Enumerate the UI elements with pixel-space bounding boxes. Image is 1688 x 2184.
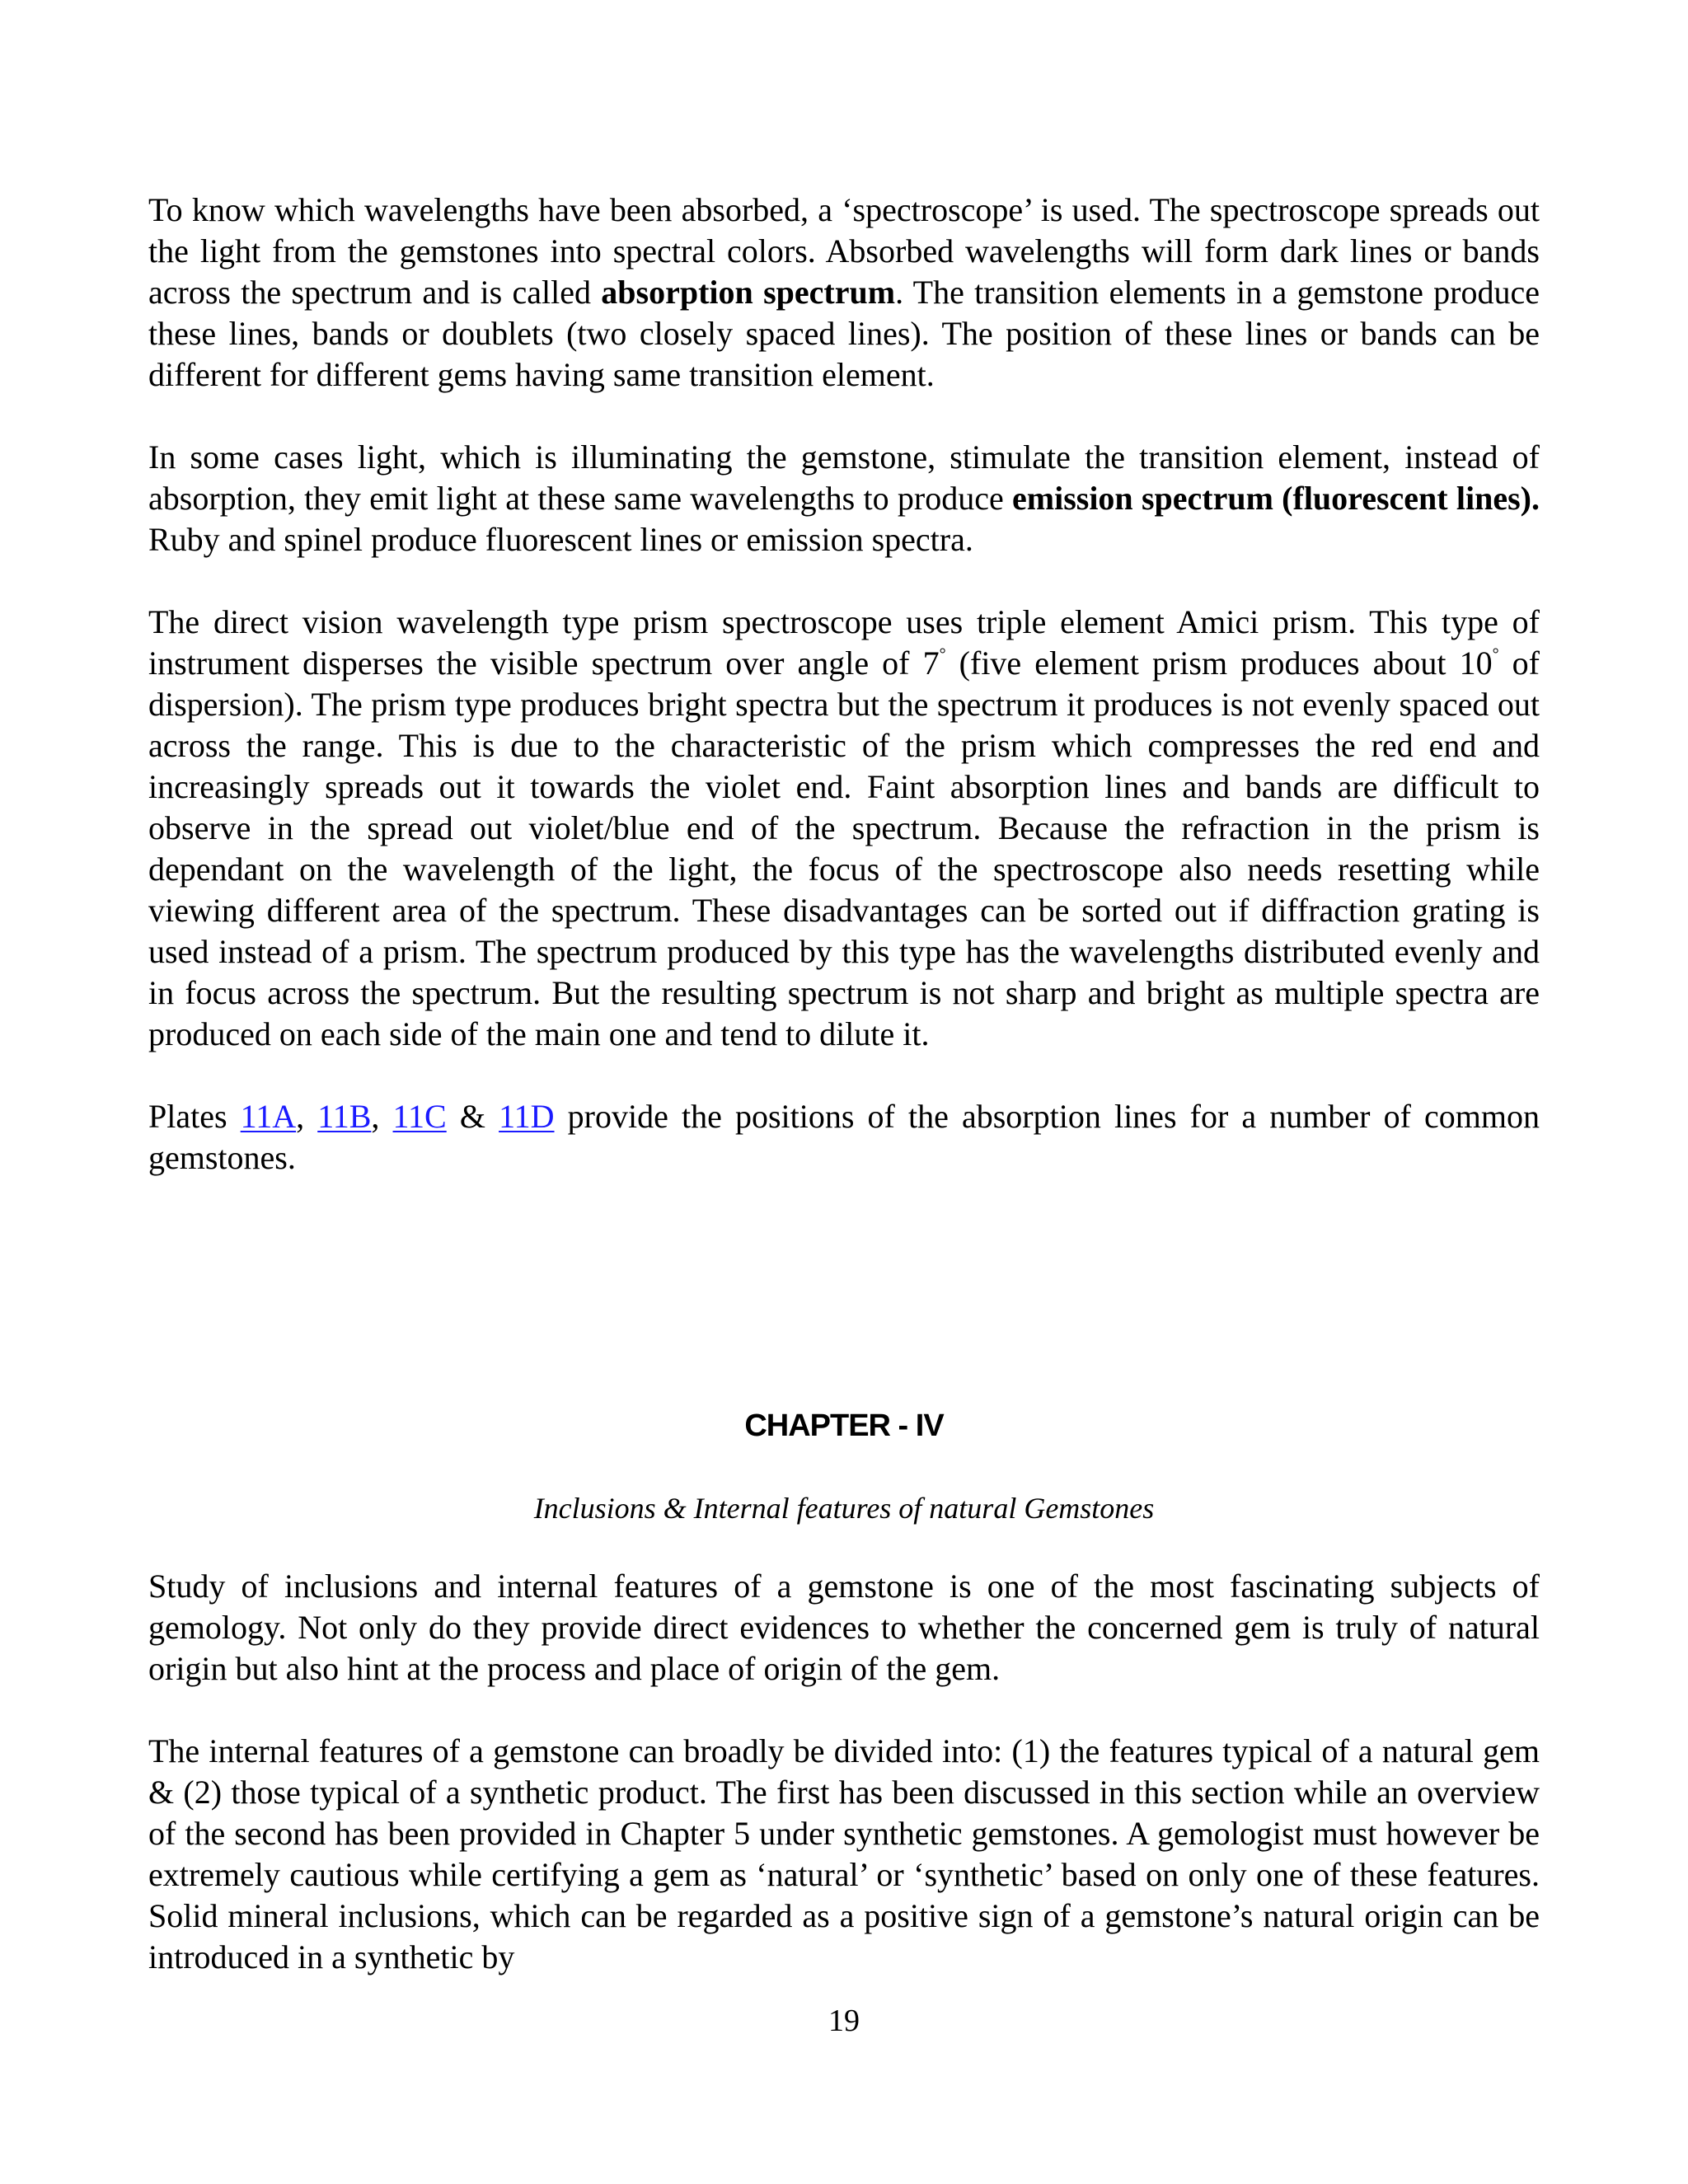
paragraph-internal-features: The internal features of a gemstone can broadly be divided into: (1) the features typical of a natural gem & (2) those typical of a synthetic product. The first has been discussed in this section while an overview of the second has been provided in Chapter 5 under synthetic gemstones. A gemologist must however be extremely cautious while certifying a gem as ‘natural’ or ‘synthetic’ based on only one of these features. Solid mineral inclusions, which can be regarded as a positive sign of a gemstone’s natural origin can be introduced in a synthetic by bbox=[148, 1732, 1540, 1975]
separator: , bbox=[371, 1098, 393, 1135]
chapter-subtitle: Inclusions & Internal features of natural Gemstones bbox=[533, 1492, 1155, 1525]
paragraph-text: (five element prism produces about 10 bbox=[945, 644, 1493, 682]
paragraph-text: of dispersion). The prism type produces bright spectra but the spectrum it produces is not evenly spaced out across the range. This is due to the characteristic of the prism which compresses the red end and increasingly spreads out it towards the violet end. Faint absorption lines and bands are difficult to observe in the spread out violet/blue end of the spectrum. Because the refraction in the prism is dependant on the wavelength of the light, the focus of the spectroscope also needs resetting while viewing different area of the spectrum. These disadvantages can be sorted out if diffraction grating is used instead of a prism. The spectrum produced by this type has the wavelengths distributed evenly and in focus across the spectrum. But the resulting spectrum is not sharp and bright as multiple spectra are produced on each side of the main one and tend to dilute it. bbox=[148, 644, 1540, 1052]
paragraph-spectroscope bbox=[148, 190, 1540, 396]
plate-link-11c[interactable]: 11C bbox=[392, 1098, 447, 1135]
degree-symbol: ° bbox=[939, 645, 946, 663]
bold-term-emission-spectrum: emission spectrum (fluorescent lines). bbox=[1012, 480, 1540, 517]
separator: & bbox=[446, 1098, 499, 1135]
degree-symbol: ° bbox=[1492, 645, 1499, 663]
paragraph-text: . The transition elements in a gemstone produce these lines, bands or doublets (two closely spaced lines). The position of these lines or bands can be different for different gems having same transition element. bbox=[148, 274, 1540, 393]
paragraph-text: In some cases light, which is illuminating the gemstone, stimulate the transition element, instead of absorption, they emit light at these same wavelengths to produce bbox=[148, 438, 1540, 517]
document-body-top bbox=[148, 190, 1540, 1179]
document-body-bottom bbox=[148, 1566, 1540, 1978]
separator: , bbox=[296, 1098, 318, 1135]
paragraph-inclusions-intro: Study of inclusions and internal features of a gemstone is one of the most fascinating subjects of gemology. Not only do they provide direct evidences to whether the concerned gem is truly of natural origin but also hint at the process and place of origin of the gem. bbox=[148, 1568, 1540, 1687]
paragraph-prism-spectroscope bbox=[148, 602, 1540, 1055]
plate-link-11b[interactable]: 11B bbox=[317, 1098, 372, 1135]
paragraph-plates bbox=[148, 1096, 1540, 1179]
plate-link-11d[interactable]: 11D bbox=[499, 1098, 555, 1135]
bold-term-absorption-spectrum: absorption spectrum bbox=[601, 274, 896, 311]
paragraph-text: The direct vision wavelength type prism spectroscope uses triple element Amici prism. This type of instrument disperses the visible spectrum over angle of 7 bbox=[148, 603, 1540, 682]
paragraph-emission bbox=[148, 437, 1540, 560]
chapter-heading: CHAPTER - IV bbox=[744, 1408, 944, 1443]
plate-link-11a[interactable]: 11A bbox=[240, 1098, 297, 1135]
paragraph-text: provide the positions of the absorption lines for a number of common gemstones. bbox=[148, 1098, 1540, 1176]
paragraph-text: Plates bbox=[148, 1098, 241, 1135]
paragraph-text: Ruby and spinel produce fluorescent lines or emission spectra. bbox=[148, 521, 973, 558]
page-number: 19 bbox=[828, 2004, 860, 2038]
paragraph-text: To know which wavelengths have been absorbed, a ‘spectroscope’ is used. The spectroscope spreads out the light from the gemstones into spectral colors. Absorbed wavelengths will form dark lines or bands across the spectrum and is called bbox=[148, 191, 1540, 311]
